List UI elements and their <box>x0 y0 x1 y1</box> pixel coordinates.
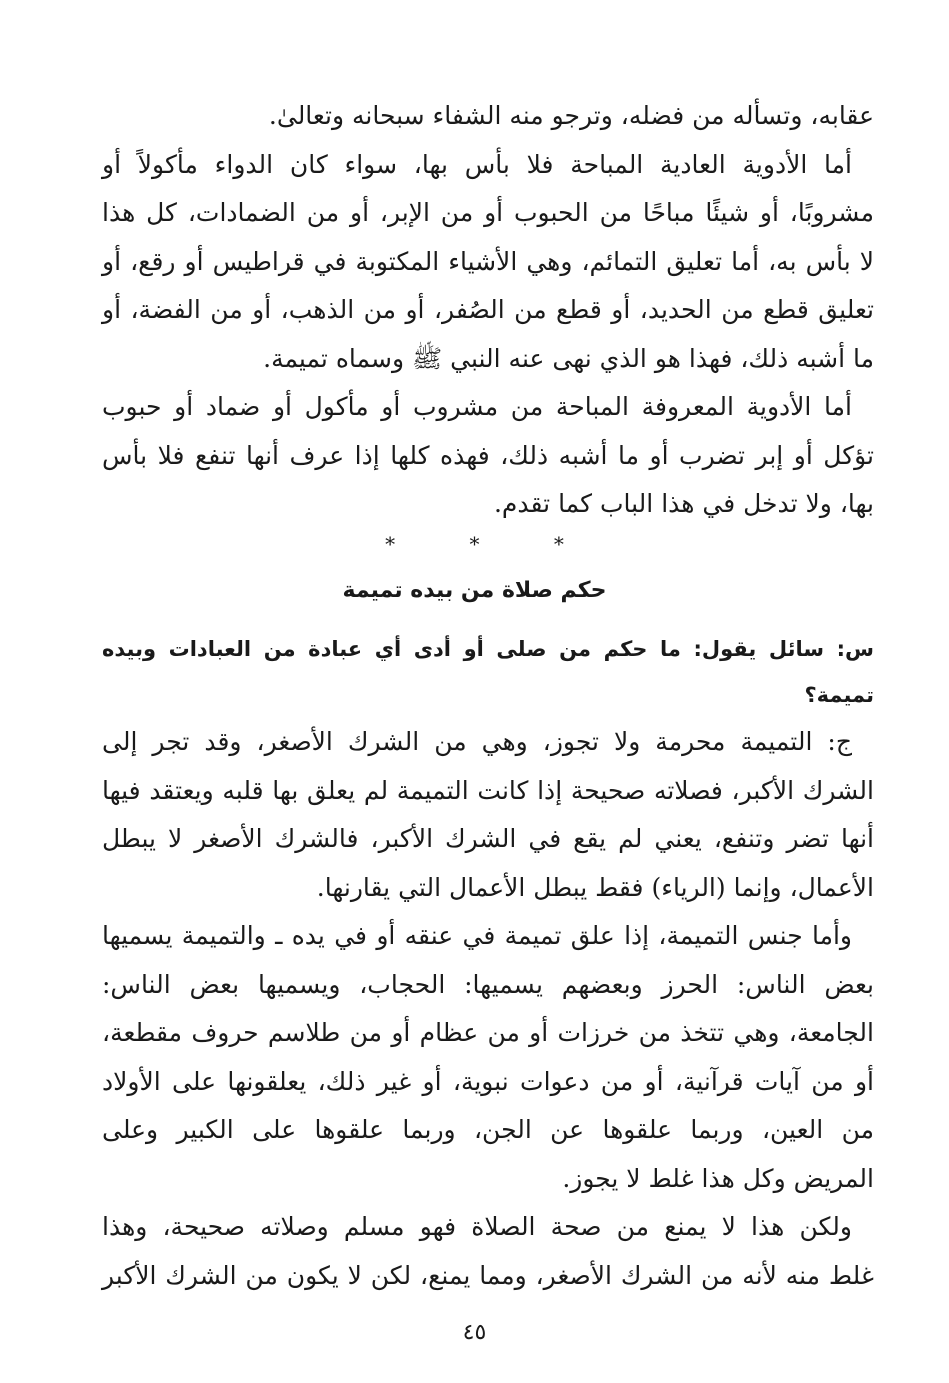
question-line: تميمة؟ <box>804 683 874 707</box>
text-line: أما الأدوية المعروفة المباحة من مشروب أو مأكول أو ضماد أو حبوب <box>102 392 852 421</box>
text-line: مشروبًا، أو شيئًا مباحًا من الحبوب أو من الإبر، أو من الضمادات، كل هذا <box>102 198 874 227</box>
asterisk-icon: * <box>553 532 564 556</box>
answer-block <box>102 718 874 1300</box>
text-line: غلط منه لأنه من الشرك الأصغر، ومما يمنع، لكن لا يكون من الشرك الأكبر <box>102 1260 874 1290</box>
text-line: بعض الناس: الحرز وبعضهم يسميها: الحجاب، ويسميها بعض الناس: <box>102 969 874 999</box>
text-line: تعليق قطع من الحديد، أو قطع من الصُفر، أو من الذهب، أو من الفضة، أو <box>102 295 874 324</box>
section-separator <box>0 532 949 556</box>
page-number: ٤٥ <box>462 1320 487 1345</box>
text-line: الأعمال، وإنما (الرياء) فقط يبطل الأعمال التي يقارنها. <box>316 872 874 902</box>
text-line: من العين، وربما علقوها عن الجن، وربما علقوها على الكبير وعلى <box>102 1115 874 1144</box>
text-line: تؤكل أو إبر تضرب أو ما أشبه ذلك، فهذه كلها إذا عرف أنها تنفع فلا بأس <box>102 440 874 470</box>
text-line: الجامعة، وهي تتخذ من خرزات أو من عظام أو من طلاسم حروف مقطعة، <box>102 1018 874 1047</box>
text-line: الشرك الأكبر، فصلاته صحيحة إذا كانت التميمة لم يعلق بها قلبه ويعتقد فيها <box>102 775 874 805</box>
text-line: وأما جنس التميمة، إذا علق تميمة في عنقه أو في يده ـ والتميمة يسميها <box>102 921 852 950</box>
text-line: بها، ولا تدخل في هذا الباب كما تقدم. <box>493 489 874 518</box>
text-line: ولكن هذا لا يمنع من صحة الصلاة فهو مسلم وصلاته صحيحة، وهذا <box>102 1212 852 1241</box>
text-line: ج: التميمة محرمة ولا تجوز، وهي من الشرك الأصغر، وقد تجر إلى <box>102 727 852 756</box>
section-heading: حكم صلاة من بيده تميمة <box>342 578 607 603</box>
text-line: عقابه، وتسأله من فضله، وترجو منه الشفاء سبحانه وتعالىٰ. <box>268 101 874 130</box>
text-line: المريض وكل هذا غلط لا يجوز. <box>562 1163 874 1193</box>
text-line: أنها تضر وتنفع، يعني لم يقع في الشرك الأكبر، فالشرك الأصغر لا يبطل <box>102 824 874 853</box>
question-line: س: سائل يقول: ما حكم من صلى أو أدى أي عبادة من العبادات وبيده <box>102 637 874 661</box>
top-text-block <box>102 92 874 529</box>
question-block <box>102 626 874 718</box>
asterisk-icon: * <box>385 532 396 556</box>
text-line: أو من آيات قرآنية، أو من دعوات نبوية، أو غير ذلك، يعلقونها على الأولاد <box>102 1066 874 1096</box>
asterisk-icon: * <box>469 532 480 556</box>
text-line: ما أشبه ذلك، فهذا هو الذي نهى عنه النبي ﷺ وسماه تميمة. <box>263 343 874 373</box>
text-line: لا بأس به، أما تعليق التمائم، وهي الأشياء المكتوبة في قراطيس أو رقع، أو <box>102 246 874 276</box>
text-line: أما الأدوية العادية المباحة فلا بأس بها، سواء كان الدواء مأكولاً أو <box>102 149 852 179</box>
